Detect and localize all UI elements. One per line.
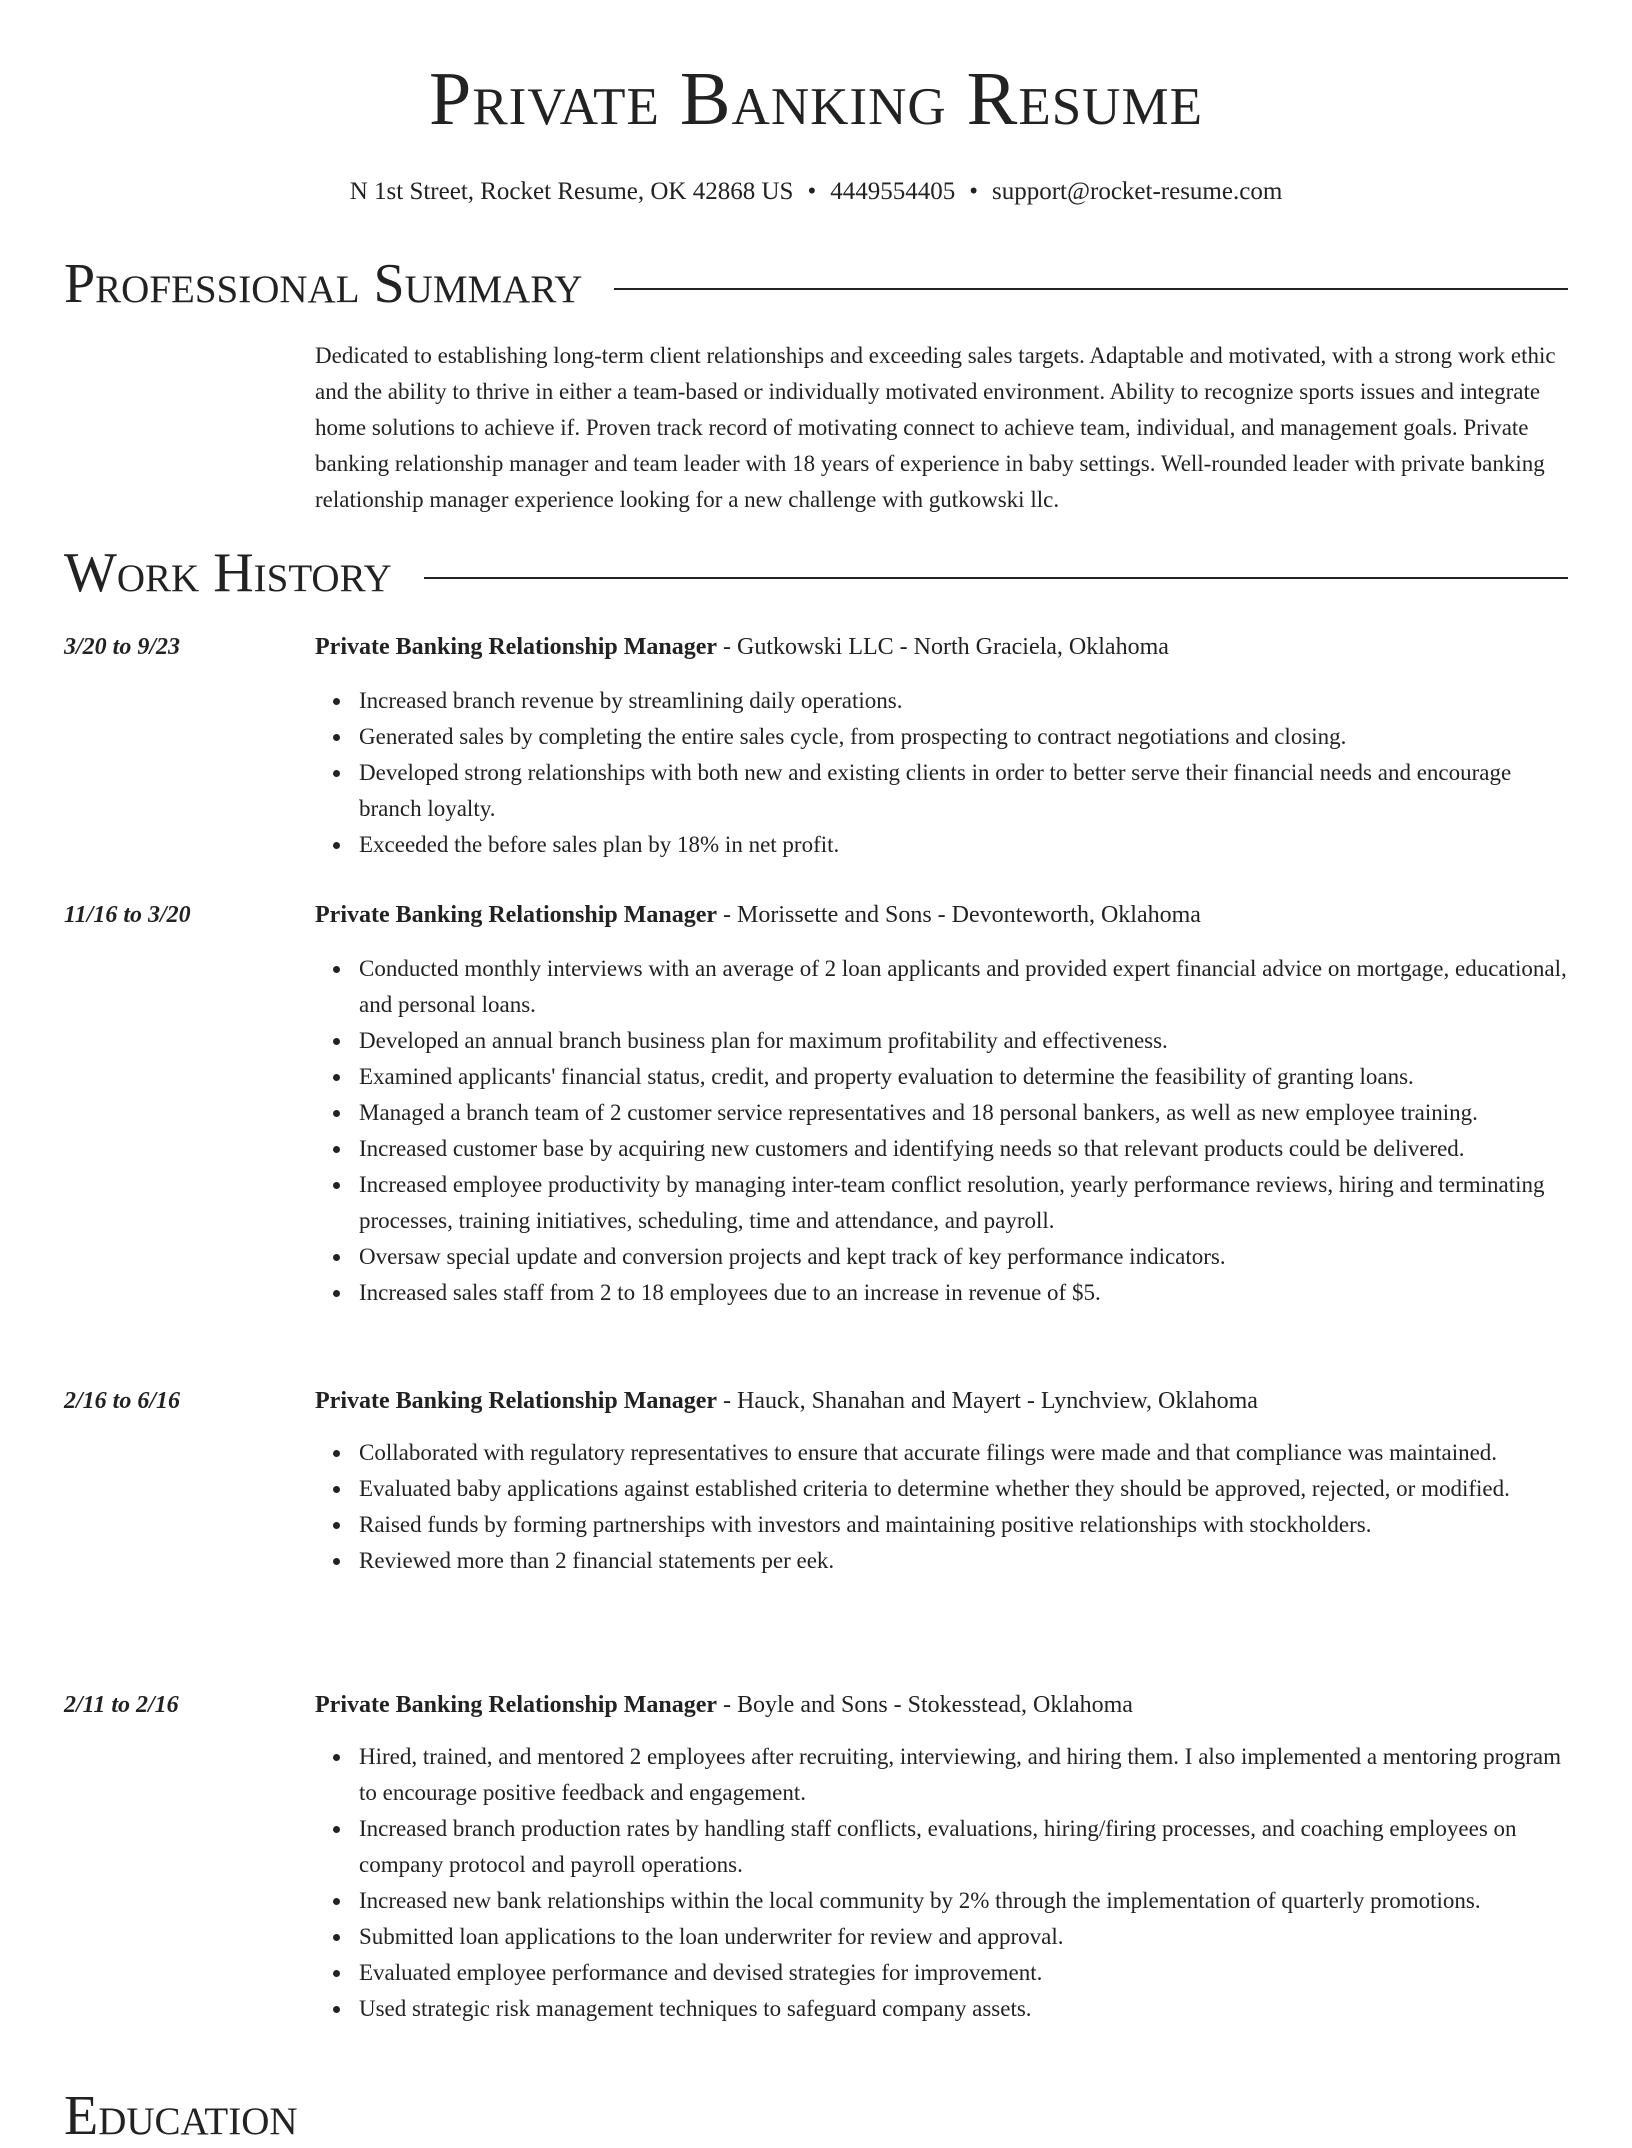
job-bullet-list — [315, 1435, 1568, 1579]
job-bullet: Reviewed more than 2 financial statements per eek. — [359, 1543, 1568, 1579]
job-title: Private Banking Relationship Manager — [315, 634, 718, 660]
job-bullet-list — [315, 683, 1568, 863]
job-heading — [315, 629, 1568, 665]
summary-text: Dedicated to establishing long-term client relationships and exceeding sales targets. Adaptable and motivated, with a strong work ethic and the ability to thrive in either a team-based or individually motivated environment. Ability to recognize sports issues and integrate home solutions to achieve if. Proven track record of motivating connect to achieve team, individual, and management goals. Private banking relationship manager and team leader with 18 years of experience in baby settings. Well-rounded leader with private banking relationship manager experience looking for a new challenge with gutkowski llc. — [315, 343, 1556, 512]
job-bullet: Raised funds by forming partnerships with investors and maintaining positive relationships with stockholders. — [359, 1507, 1568, 1543]
job-bullet: Conducted monthly interviews with an average of 2 loan applicants and provided expert financial advice on mortgage, educational, and personal loans. — [359, 951, 1568, 1023]
job-bullet: Used strategic risk management techniques to safeguard company assets. — [359, 1991, 1568, 2027]
job-company-location: - Morissette and Sons - Devonteworth, Oklahoma — [717, 902, 1201, 928]
job-heading — [315, 897, 1568, 933]
job-bullet: Evaluated baby applications against established criteria to determine whether they should be approved, rejected, or modified. — [359, 1471, 1568, 1507]
job-bullet: Exceeded the before sales plan by 18% in net profit. — [359, 827, 1568, 863]
job-bullet: Examined applicants' financial status, credit, and property evaluation to determine the feasibility of granting loans. — [359, 1059, 1568, 1095]
job-bullet: Evaluated employee performance and devised strategies for improvement. — [359, 1955, 1568, 1991]
contact-line — [0, 174, 1632, 210]
contact-address: N 1st Street, Rocket Resume, OK 42868 US — [349, 178, 794, 205]
job-title: Private Banking Relationship Manager — [315, 902, 718, 928]
job-company-location: - Gutkowski LLC - North Graciela, Oklahoma — [717, 634, 1169, 660]
job-bullet: Managed a branch team of 2 customer service representatives and 18 personal bankers, as well as new employee training. — [359, 1095, 1568, 1131]
job-heading — [315, 1383, 1568, 1419]
section-divider — [614, 288, 1568, 290]
job-company-location: - Boyle and Sons - Stokesstead, Oklahoma — [717, 1692, 1133, 1718]
job-dates: 2/16 to 6/16 — [64, 1388, 181, 1414]
job-bullet: Developed strong relationships with both new and existing clients in order to better serve their financial needs and encourage branch loyalty. — [359, 755, 1568, 827]
job-bullet: Increased branch production rates by handling staff conflicts, evaluations, hiring/firing processes, and coaching employees on company protocol and payroll operations. — [359, 1811, 1568, 1883]
job-company-location: - Hauck, Shanahan and Mayert - Lynchview, Oklahoma — [717, 1388, 1258, 1414]
job-bullet: Increased branch revenue by streamlining daily operations. — [359, 683, 1568, 719]
job-dates: 11/16 to 3/20 — [64, 902, 191, 928]
job-bullet: Oversaw special update and conversion projects and kept track of key performance indicators. — [359, 1239, 1568, 1275]
job-bullet: Collaborated with regulatory representatives to ensure that accurate filings were made and that compliance was maintained. — [359, 1435, 1568, 1471]
job-bullet: Increased customer base by acquiring new customers and identifying needs so that relevant products could be delivered. — [359, 1131, 1568, 1167]
job-bullet: Increased new bank relationships within the local community by 2% through the implementation of quarterly promotions. — [359, 1883, 1568, 1919]
job-dates: 3/20 to 9/23 — [64, 634, 181, 660]
job-bullet: Generated sales by completing the entire sales cycle, from prospecting to contract negotiations and closing. — [359, 719, 1568, 755]
job-bullet-list — [315, 951, 1568, 1311]
contact-separator: • — [969, 178, 978, 205]
job-bullet: Increased employee productivity by managing inter-team conflict resolution, yearly performance reviews, hiring and terminating processes, training initiatives, scheduling, time and attendance, and payroll. — [359, 1167, 1568, 1239]
job-bullet: Increased sales staff from 2 to 18 employees due to an increase in revenue of $5. — [359, 1275, 1568, 1311]
job-title: Private Banking Relationship Manager — [315, 1388, 718, 1414]
resume-title: Private Banking Resume — [429, 57, 1203, 141]
job-bullet: Submitted loan applications to the loan underwriter for review and approval. — [359, 1919, 1568, 1955]
job-bullet: Hired, trained, and mentored 2 employees after recruiting, interviewing, and hiring them. I also implemented a mentoring program to encourage positive feedback and engagement. — [359, 1739, 1568, 1811]
job-bullet-list — [315, 1739, 1568, 2027]
summary-section-header — [64, 254, 1568, 316]
job-dates: 2/11 to 2/16 — [64, 1692, 179, 1718]
work-history-section-header — [64, 543, 1568, 605]
contact-email: support@rocket-resume.com — [991, 178, 1283, 205]
education-heading: Education — [64, 2085, 298, 2147]
contact-phone: 4449554405 — [830, 178, 956, 205]
job-title: Private Banking Relationship Manager — [315, 1692, 718, 1718]
section-divider — [424, 577, 1568, 579]
work-history-heading: Work History — [64, 542, 392, 604]
job-heading — [315, 1687, 1568, 1723]
contact-separator: • — [807, 178, 817, 205]
job-bullet: Developed an annual branch business plan for maximum profitability and effectiveness. — [359, 1023, 1568, 1059]
summary-heading: Professional Summary — [64, 253, 583, 315]
